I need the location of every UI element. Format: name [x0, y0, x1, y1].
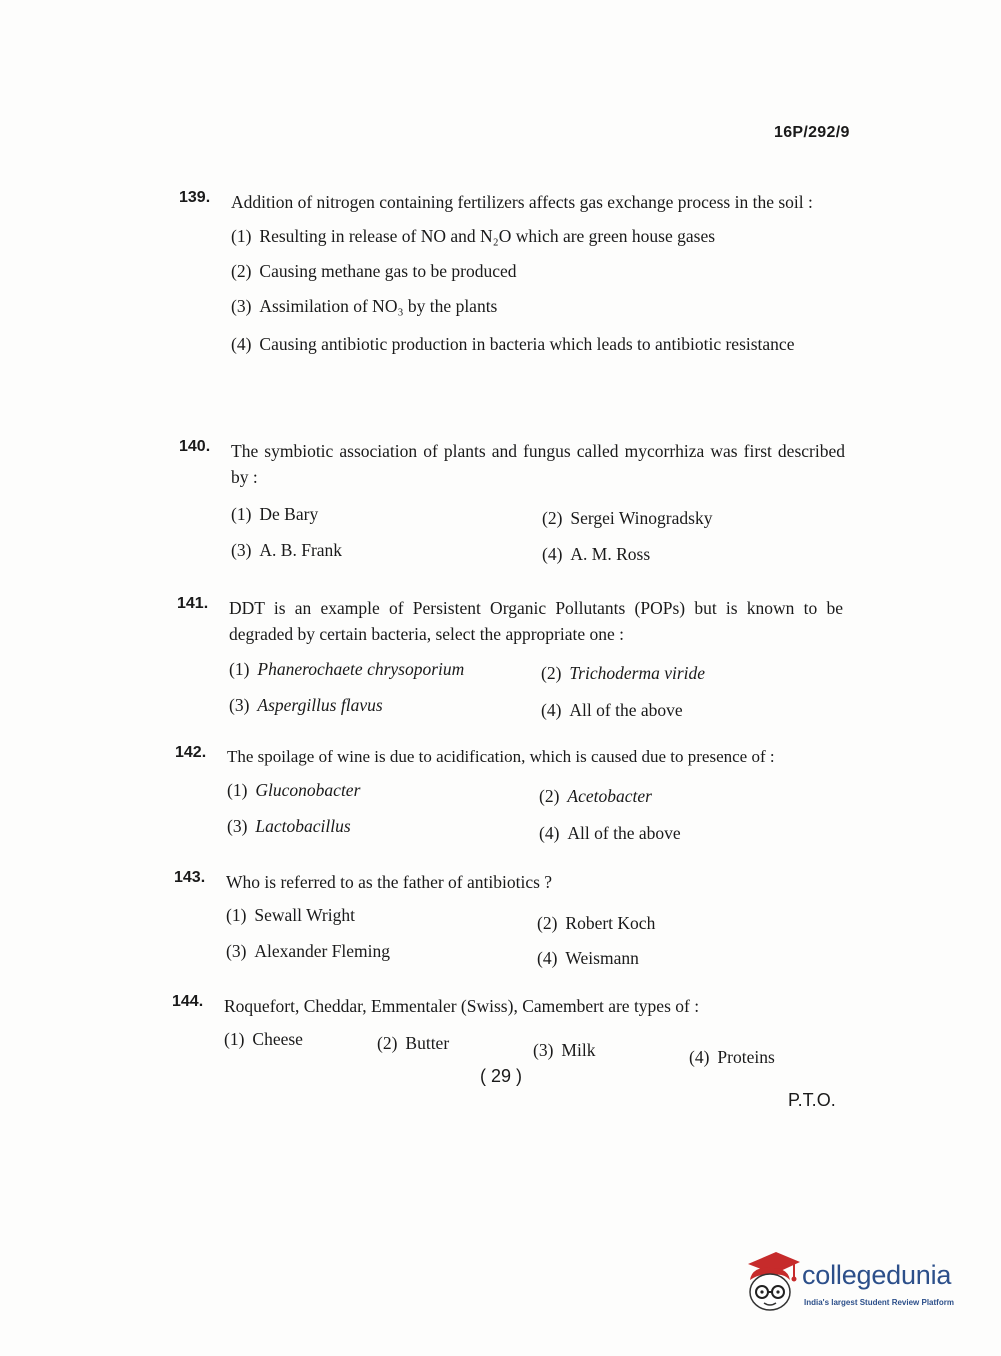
options-list — [231, 223, 847, 373]
option-1: (1) Sewall Wright — [226, 905, 355, 925]
options-list — [229, 655, 843, 725]
question-number: 139. — [179, 189, 211, 206]
question-number: 141. — [177, 595, 209, 612]
option-4: (4) Weismann — [537, 948, 639, 968]
question-text: The spoilage of wine is due to acidification, which is caused due to presence of : — [227, 747, 775, 766]
option-1: (1) Gluconobacter — [227, 780, 361, 800]
brand-tagline: India's largest Student Review Platform — [804, 1298, 954, 1307]
question-text: Addition of nitrogen containing fertilizers affects gas exchange process in the soil : — [231, 192, 813, 212]
question-text: Who is referred to as the father of antibiotics ? — [226, 872, 553, 892]
option-3: (3) Lactobacillus — [227, 816, 351, 836]
pto-label: P.T.O. — [788, 1090, 836, 1110]
option-3: (3) Aspergillus flavus — [229, 695, 383, 715]
option-3: (3) Milk — [533, 1040, 596, 1060]
collegedunia-logo — [742, 1250, 972, 1320]
option-2: (2) Acetobacter — [539, 786, 652, 806]
options-list — [227, 778, 847, 848]
question-text: DDT is an example of Persistent Organic Pollutants (POPs) but is known to be degraded by certain bacteria, select the appropriate one : — [229, 598, 843, 644]
option-4: (4) Proteins — [689, 1047, 775, 1067]
brand-name: collegedunia — [802, 1260, 952, 1290]
question-number: 142. — [175, 744, 207, 761]
option-3: (3) A. B. Frank — [231, 540, 343, 560]
options-list — [224, 1027, 844, 1067]
option-2: (2) Robert Koch — [537, 913, 656, 933]
option-1: (1) Cheese — [224, 1029, 303, 1049]
option-1: (1) Phanerochaete chrysoporium — [229, 659, 465, 679]
option-4: (4) A. M. Ross — [542, 544, 651, 564]
option-3: (3) Assimilation of NO₃ by the plants — [231, 296, 498, 316]
option-4: (4) All of the above — [539, 823, 681, 843]
question-144 — [172, 993, 844, 1067]
question-141 — [177, 595, 843, 725]
question-140 — [179, 438, 845, 568]
question-text: Roquefort, Cheddar, Emmentaler (Swiss), Camembert are types of : — [224, 996, 700, 1016]
question-139 — [179, 189, 847, 373]
options-list — [231, 498, 845, 568]
page-number: ( 29 ) — [480, 1066, 523, 1086]
options-list — [226, 903, 846, 973]
question-text: The symbiotic association of plants and fungus called mycorrhiza was first described by : — [231, 441, 845, 487]
option-2: (2) Causing methane gas to be produced — [231, 261, 517, 281]
question-number: 143. — [174, 869, 206, 886]
paper-code: 16P/292/9 — [774, 124, 850, 141]
question-number: 144. — [172, 993, 204, 1010]
option-3: (3) Alexander Fleming — [226, 941, 390, 961]
question-142 — [175, 744, 847, 848]
option-4: (4) All of the above — [541, 700, 683, 720]
option-4: (4) Causing antibiotic production in bacteria which leads to antibiotic resistance — [231, 334, 795, 354]
mascot-icon — [742, 1250, 804, 1320]
option-2: (2) Butter — [377, 1033, 450, 1053]
option-2: (2) Sergei Winogradsky — [542, 508, 713, 528]
option-1: (1) Resulting in release of NO and N₂O which are green house gases — [231, 226, 716, 246]
option-2: (2) Trichoderma viride — [541, 663, 706, 683]
option-1: (1) De Bary — [231, 504, 319, 524]
question-143 — [174, 869, 846, 973]
question-number: 140. — [179, 438, 211, 455]
